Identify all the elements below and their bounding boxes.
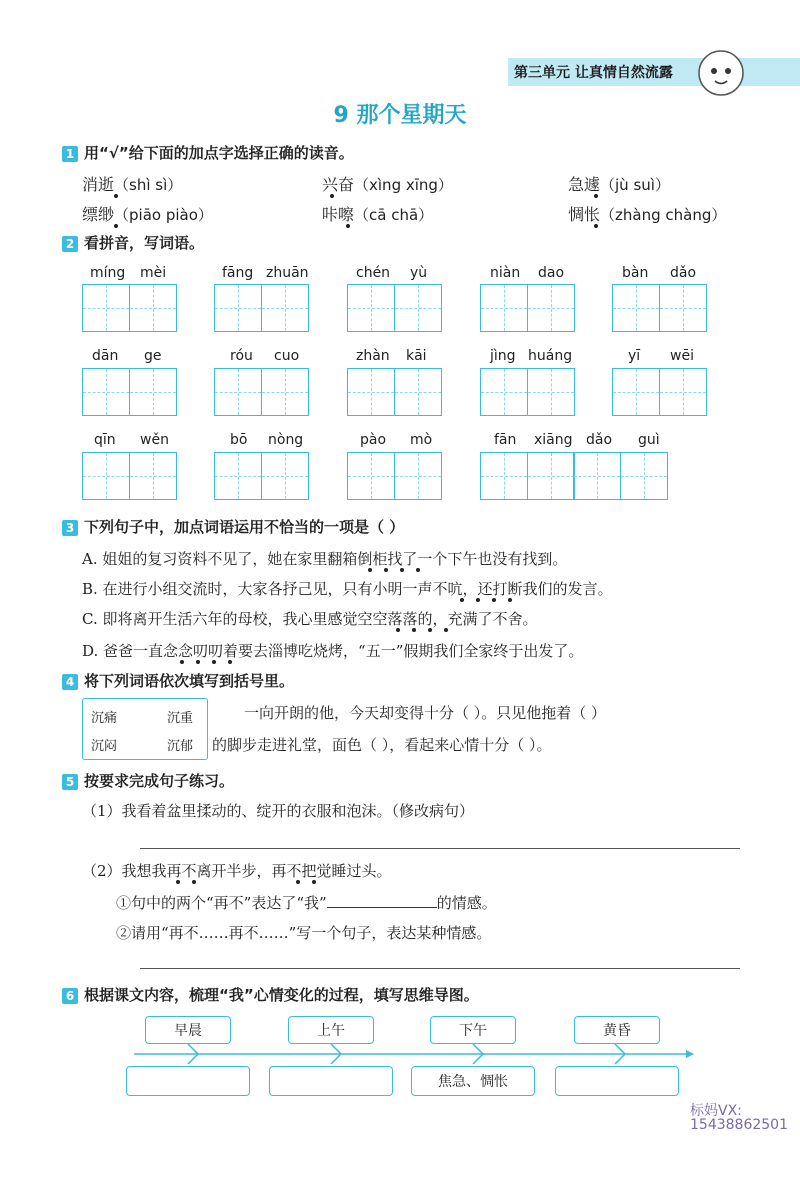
pinyin: guì bbox=[638, 432, 660, 448]
q3-prompt: 下列句子中，加点词语运用不恰当的一项是（ ） bbox=[84, 518, 405, 536]
pinyin: wěn bbox=[140, 432, 169, 448]
q3-option-c[interactable]: C. 即将离开生活六年的母校，我心里感觉空空落落的，充满了不舍。 bbox=[82, 610, 538, 628]
pinyin: huáng bbox=[528, 348, 573, 364]
word-bank-item: 沉郁 bbox=[167, 739, 194, 754]
mindmap-answer-box[interactable] bbox=[555, 1066, 679, 1096]
q3-number: 3 bbox=[62, 520, 78, 536]
q6-prompt: 根据课文内容，梳理“我”心情变化的过程，填写思维导图。 bbox=[84, 986, 479, 1004]
word-bank-item: 沉重 bbox=[167, 711, 194, 726]
watermark-line2: 15438862501 bbox=[690, 1117, 788, 1133]
q1-item: 惆怅（zhàng chàng） bbox=[568, 205, 727, 224]
q3-option-d[interactable]: D. 爸爸一直念念叨叨着要去淄博吃烧烤，“五一”假期我们全家终于出发了。 bbox=[82, 642, 584, 660]
q1-item: 缥缈（piāo piào） bbox=[82, 205, 213, 224]
q3-option-b[interactable]: B. 在进行小组交流时，大家各抒己见，只有小明一声不吭，还打断我们的发言。 bbox=[82, 580, 613, 598]
pinyin: míng bbox=[90, 265, 126, 281]
q1-item: 急遽（jù suì） bbox=[568, 175, 670, 194]
pinyin: róu bbox=[230, 348, 253, 364]
q1-number: 1 bbox=[62, 146, 78, 162]
pinyin: mò bbox=[410, 432, 433, 448]
q1-prompt: 用“√”给下面的加点字选择正确的读音。 bbox=[84, 144, 354, 162]
mindmap-answer-box[interactable] bbox=[126, 1066, 250, 1096]
pinyin: dǎo bbox=[586, 432, 613, 448]
pinyin: bō bbox=[230, 432, 248, 448]
pinyin: chén bbox=[356, 265, 391, 281]
q6-number: 6 bbox=[62, 988, 78, 1004]
q5-prompt: 按要求完成句子练习。 bbox=[84, 772, 235, 790]
word-bank-item: 沉痛 bbox=[91, 711, 118, 726]
lesson-title: 9 那个星期天 bbox=[333, 103, 467, 128]
mindmap-time-forenoon: 上午 bbox=[288, 1016, 374, 1044]
pinyin: cuo bbox=[274, 348, 300, 364]
pinyin: yī bbox=[628, 348, 641, 364]
mindmap-time-afternoon: 下午 bbox=[430, 1016, 516, 1044]
q4-prompt: 将下列词语依次填写到括号里。 bbox=[84, 672, 295, 690]
q4-sentence-line2: 的脚步走进礼堂，面色（ ），看起来心情十分（ ）。 bbox=[212, 736, 552, 754]
q5-sentence-1: （1）我看着盆里揉动的、绽开的衣服和泡沫。（修改病句） bbox=[82, 802, 475, 820]
pinyin: fān bbox=[494, 432, 517, 448]
q2-number: 2 bbox=[62, 236, 78, 252]
q5-number: 5 bbox=[62, 774, 78, 790]
q1-item: 咔嚓（cā chā） bbox=[322, 205, 434, 224]
unit-title: 第三单元 让真情自然流露 bbox=[514, 65, 673, 81]
pinyin: qīn bbox=[94, 432, 116, 448]
pinyin: jìng bbox=[490, 348, 516, 364]
pinyin: yù bbox=[410, 265, 428, 281]
q5-sub-a: ①句中的两个“再不”表达了“我” 的情感。 bbox=[116, 894, 497, 912]
pinyin: bàn bbox=[622, 265, 649, 281]
mindmap-answer-box: 焦急、惆怅 bbox=[411, 1066, 535, 1096]
pinyin: zhàn bbox=[356, 348, 390, 364]
q4-sentence-line1: 一向开朗的他，今天却变得十分（ ）。只见他拖着（ ） bbox=[244, 704, 607, 722]
q1-item: 消逝（shì sì） bbox=[82, 175, 183, 194]
mindmap-answer-box[interactable] bbox=[269, 1066, 393, 1096]
pinyin: pào bbox=[360, 432, 387, 448]
pinyin: kāi bbox=[406, 348, 427, 364]
q4-number: 4 bbox=[62, 674, 78, 690]
pinyin: niàn bbox=[490, 265, 521, 281]
watermark bbox=[690, 1104, 788, 1132]
pinyin: wēi bbox=[670, 348, 694, 364]
pinyin: mèi bbox=[140, 265, 167, 281]
pinyin: nòng bbox=[268, 432, 304, 448]
pinyin: fāng bbox=[222, 265, 254, 281]
word-bank-item: 沉闷 bbox=[91, 739, 118, 754]
q1-item: 兴奋（xìng xīng） bbox=[322, 175, 453, 194]
pinyin: dān bbox=[92, 348, 119, 364]
q5-sub-b: ②请用“再不……再不……”写一个句子，表达某种情感。 bbox=[116, 924, 492, 942]
pinyin: dǎo bbox=[670, 265, 697, 281]
pinyin: xiāng bbox=[534, 432, 573, 448]
mindmap-time-morning: 早晨 bbox=[145, 1016, 231, 1044]
pinyin: ge bbox=[144, 348, 162, 364]
pinyin: zhuān bbox=[266, 265, 309, 281]
q2-prompt: 看拼音，写词语。 bbox=[84, 234, 205, 252]
q5-sentence-2: （2）我想我再不离开半步，再不把觉睡过头。 bbox=[82, 862, 392, 880]
mindmap-time-dusk: 黄昏 bbox=[574, 1016, 660, 1044]
q3-option-a[interactable]: A. 姐姐的复习资料不见了，她在家里翻箱倒柜找了一个下午也没有找到。 bbox=[82, 550, 568, 568]
watermark-line1: 标妈VX: bbox=[690, 1103, 742, 1119]
pinyin: dao bbox=[538, 265, 565, 281]
